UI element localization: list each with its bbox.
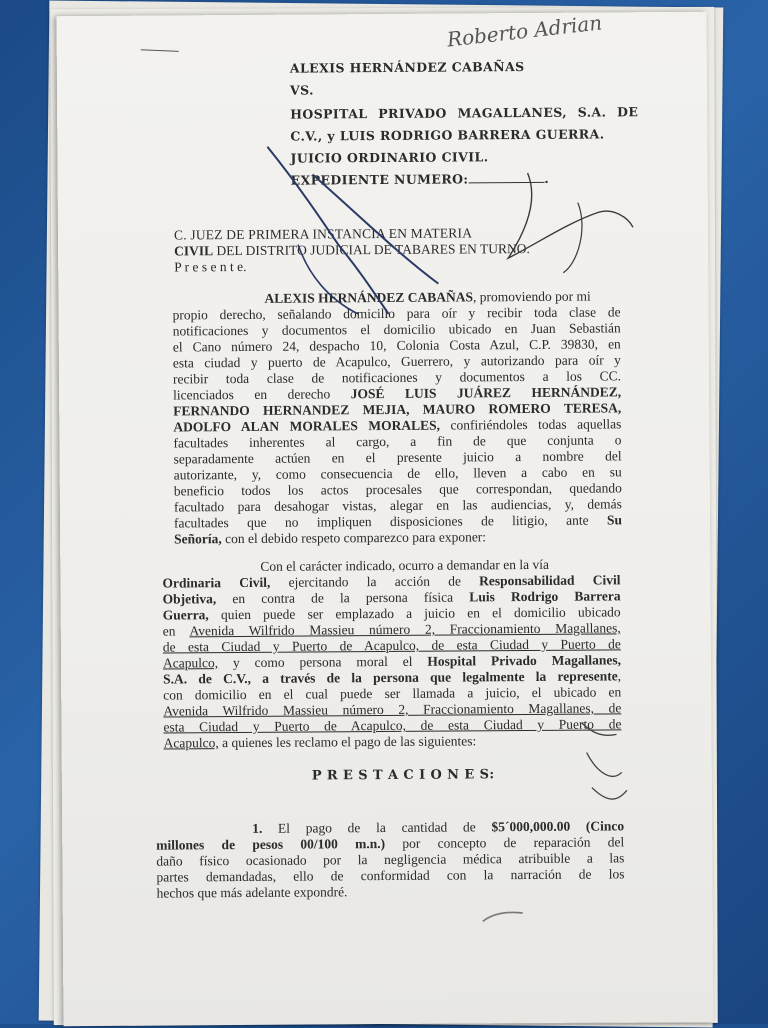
para1-line: beneficio todos los actos procesales que correspondan, quedando [173, 480, 622, 499]
para2-text: ejercitando la acción de [270, 573, 480, 590]
honorific: Señoría, [174, 531, 222, 547]
document-page [56, 12, 713, 1027]
defendant-name: Hospital Privado Magallanes, [427, 652, 622, 669]
para2-text: y como persona moral el [218, 653, 428, 671]
handwritten-name: Roberto Adrian [445, 10, 604, 52]
signature-strokes [56, 12, 713, 1027]
attorney-name: JOSÉ LUIS JUÁREZ HERNÁNDEZ, [350, 384, 622, 402]
item1-text: por concepto de reparación del [385, 834, 625, 852]
judge-address-line-1: C. JUEZ DE PRIMERA INSTANCIA EN MATERIA [173, 225, 473, 243]
section-title: P R E S T A C I O N E S: [311, 767, 495, 784]
para1-text: , promoviendo por mi [472, 288, 591, 305]
item1-line: hechos que más adelante expondré. [156, 884, 348, 901]
defendant-line-1: HOSPITAL PRIVADO MAGALLANES, S.A. DE [290, 104, 639, 122]
legal-term: Responsabilidad Civil [479, 572, 621, 589]
legal-term: Objetiva, [162, 591, 217, 607]
legal-term: Ordinaria Civil, [162, 574, 271, 591]
file-number-suffix: . [544, 170, 550, 186]
district-text: DEL DISTRITO JUDICIAL DE TABARES EN TURNO. [213, 240, 530, 259]
para1-text: facultades que no impliquen disposiciones de litigio, ante [173, 512, 589, 531]
para1-text: con el debido respeto comparezco para exponer: [221, 529, 487, 547]
file-number-label: EXPEDIENTE NUMERO: [290, 171, 469, 188]
para2-text: quien puede ser emplazado a juicio en el domicilio ubicado [208, 604, 621, 623]
court-type: CIVIL [174, 243, 214, 259]
para2-text: en contra de la persona física [216, 589, 470, 607]
para2-text: , [617, 668, 622, 684]
item-number: 1. [252, 820, 263, 836]
attorney-name: ADOLFO ALAN MORALES MORALES, [173, 417, 441, 435]
underlined-address: Acapulco, [162, 655, 219, 671]
para1-line: el Cano número 24, despacho 10, Colonia Costa Azul, C.P. 39830, en [172, 336, 621, 355]
para1-line: recibir toda clase de notificaciones y documentos a los CC. [172, 368, 622, 387]
para1-line: separadamente actúen en el presente juicio a nombre del [173, 448, 622, 467]
para2-text: a quienes les reclamo el pago de las siguientes: [218, 733, 477, 751]
defendant-name: Luis Rodrigo Barrera [469, 588, 621, 605]
case-type: JUICIO ORDINARIO CIVIL. [290, 149, 489, 166]
item1-line: daño físico ocasionado por la negligencia médica atribuible a las [156, 850, 625, 869]
defendant-name: S.A. de C.V., a través de la persona que legalmente la represente [163, 668, 618, 687]
versus-label: VS. [289, 82, 314, 98]
para1-line: facultado para desahogar vistas, alegar en las audiencias, y, demás [173, 496, 622, 515]
para2-line: Avenida Wilfrido Massieu número 2, Fraccionamiento Magallanes, de [163, 700, 622, 719]
present-label: P r e s e n t e. [174, 258, 247, 275]
item1-line: partes demandadas, ello de conformidad con la narración de los [156, 866, 625, 885]
para1-line: esta ciudad y puerto de Acapulco, Guerrero, y autorizando para oír y [172, 352, 621, 371]
underlined-address: Avenida Wilfrido Massieu número 2, Fraccionamiento Magallanes, [189, 620, 621, 639]
amount: millones de pesos 00/100 m.n.) [156, 836, 386, 853]
para1-text: confiriéndoles todas aquellas [439, 416, 622, 433]
para2-text: en [162, 623, 190, 639]
item1-text: El pago de la cantidad de [262, 819, 492, 836]
defendant-line-2: C.V., y LUIS RODRIGO BARRERA GUERRA. [290, 126, 605, 144]
para1-line: propio derecho, señalando domicilio para oír y recibir toda clase de [172, 304, 621, 323]
para1-text: licenciados en derecho [173, 386, 351, 403]
para1-line: notificaciones y documentos el domicilio ubicado en Juan Sebastián [172, 320, 621, 339]
underlined-address: Acapulco, [163, 735, 219, 751]
honorific: Su [606, 512, 623, 528]
plaintiff-inline-name: ALEXIS HERNÁNDEZ CABAÑAS [264, 289, 474, 306]
para2-line: de esta Ciudad y Puerto de Acapulco, de esta Ciudad y Puerto de [162, 636, 621, 655]
defendant-name: Guerra, [162, 607, 209, 623]
para1-line: facultades inherentes al cargo, a fin de que conjunta o [173, 432, 622, 451]
plaintiff-name: ALEXIS HERNÁNDEZ CABAÑAS [289, 59, 525, 76]
amount: $5´000,000.00 (Cinco [491, 818, 625, 835]
para2-line: con domicilio en el cual puede ser llamada a juicio, el ubicado en [163, 684, 622, 703]
para2-line: esta Ciudad y Puerto de Acapulco, de esta Ciudad y Puerto de [163, 716, 622, 735]
para1-line: autorizante, y, como consecuencia de ello, lleven a cabo en su [173, 464, 622, 483]
para2-line: Con el carácter indicado, ocurro a demandar en la vía [260, 556, 549, 574]
attorney-names: FERNANDO HERNANDEZ MEJIA, MAURO ROMERO TERESA, [173, 400, 622, 419]
